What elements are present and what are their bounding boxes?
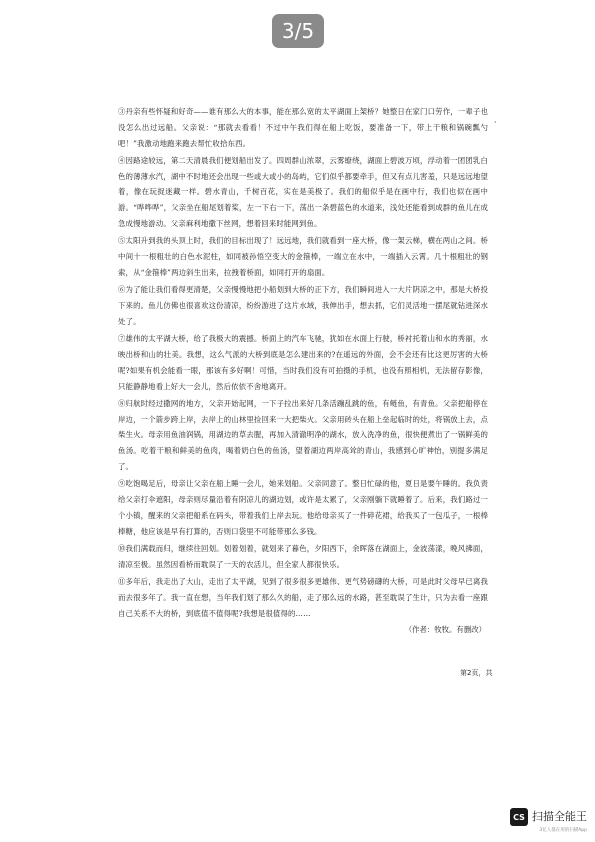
app-subtitle: 3亿人都在用的扫描App: [539, 828, 587, 833]
paragraph-4: ④因路途较远，第二天清晨我们便划船出发了。四周群山浓翠，云雾缭绕，湖面上碧波万顷，浮动着一团团乳白色的薄薄水汽，湖中不时地还会出现一些或大或小的岛屿，它们似乎都要牵手，但又有点儿害羞，只是远远地望着，像在玩捉迷藏一样。碧水青山，千树百花，实在是美极了。我们的船似乎是在画中行，我们也似在画中游。“哗哗哗”，父亲坐在船尾划着桨，左一下右一下，荡出一条碧蓝色的水道来，浅处还能看到成群的鱼儿在成急成慢地游动。父亲麻利地撒下丝网，想着回来时能网到鱼。: [118, 155, 488, 229]
app-name: 扫描全能王: [532, 810, 587, 823]
paragraph-5: ⑤太阳升到我的头顶上时，我们的目标出现了！远远地，我们就看到一座大桥，像一架云梯，横在两山之间。桥中间十一根粗壮的白色水泥柱，如同被孙悟空变大的金箍棒，一端立在水中，一端插入云霄。几十根粗壮的钢索，从“金箍棒”两边斜生出来，拉拽着桥面，如同打开的扇面。: [118, 236, 488, 277]
paragraph-9: ⑨吃饱喝足后，母亲让父亲在船上睡一会儿，她来划船。父亲同意了。整日忙碌的他，夏日是要午睡的。我负责给父亲打伞遮阳，母亲则尽量沿着有阴凉儿的湖边划，或许是太累了，父亲刚躺下就睡着了。后来，我们路过一个小镇，醒来的父亲把船系在码头，带着我们上岸去玩。他给母亲买了一件碎花裙，给我买了一包瓜子，一根棒棒糖，他应该是早有打算的，否则口袋里不可能带那么多钱。: [118, 479, 488, 536]
page-indicator: 3/5: [272, 14, 324, 48]
paragraph-3: ③丹亲有些怀疑和好奇——谁有那么大的本事，能在那么宽的太平湖面上架桥？她整日在家门口劳作，一辈子也没怎么出过远船。父亲说：“那就去看看！不过中午我们得在船上吃饭，要准备一下，带上干粮和锅碗瓢勺吧！”我激动地跑来跑去帮忙收拾东西。: [118, 107, 488, 148]
margin-mark: ·: [494, 118, 497, 127]
article-body: [118, 104, 488, 635]
paragraph-7: ⑦雄伟的太平湖大桥，给了我极大的震撼。桥面上的汽车飞驰，犹如在水面上行驶，桥衬托着山和水的秀丽，水映出桥和山的壮美。我想，这么气派的大桥到底是怎么建出来的?在遥远的外面，会不会还有比这更厉害的大桥呢?如果有机会能看一眼，那该有多好啊！可惜，当时我们没有可拍摄的手机，也没有照相机，无法留存影像，只能静静地看上好大一会儿，然后依依不舍地离开。: [118, 334, 488, 391]
paragraph-10: ⑩我们满载而归，继续往回划。划着划着，就划来了暮色，夕阳西下，余晖落在湖面上，金波荡漾，晚风拂面，清凉至极。虽然因看桥而耽误了一天的农活儿，但全家人都很快乐。: [118, 544, 488, 569]
scanner-app-logo: [510, 808, 587, 833]
page-number: 第2页，共: [460, 669, 493, 677]
cs-logo-icon: CS: [510, 808, 528, 826]
paragraph-6: ⑥为了能让我们看得更清楚，父亲慢慢地把小船划到大桥的正下方，我们瞬间进入一大片阴凉之中，那是大桥投下来的。鱼儿仿佛也很喜欢这份清凉，纷纷游进了这片水域，我伸出手，想去抓，它们灵活地一摆尾就钻进深水处了。: [118, 285, 488, 326]
paragraph-8: ⑧归航时经过撒网的地方，父亲开始起网，一下子拉出来好几条活蹦乱跳的鱼，有鲢鱼，有青鱼。父亲把船停在岸边，一个箭步跨上岸，去岸上的山林里捡回来一大把柴火。父亲用砖头在船上垒起临时的灶，将锅放上去，点柴生火。母亲用鱼油润锅，用湖边的草去腥，再加入清澈明净的湖水，放入洗净的鱼，很快便煮出了一锅鲜美的鱼汤。吃着干粮和鲜美的鱼肉，喝着奶白色的鱼汤，望着湖边两岸高耸的青山，我感到心旷神怡，别提多满足了。: [118, 398, 488, 472]
paragraph-11: ⑪多年后，我走出了大山，走出了太平湖，见到了很多很多更雄伟、更气势磅礴的大桥，可是此时父母早已离我而去很多年了。我一直在想，当年我们划了那么久的船，走了那么远的水路，甚至耽误了生计，只为去看一座跟自己关系不大的桥，到底值不值得呢?我想是很值得的……: [118, 577, 488, 618]
author-line: （作者：牧牧。有删改）: [404, 624, 486, 634]
